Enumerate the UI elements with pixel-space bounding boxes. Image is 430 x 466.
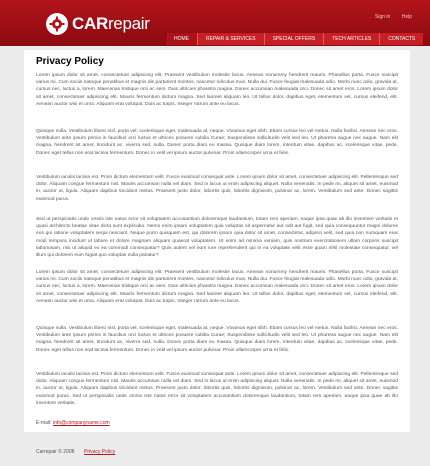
page-title: Privacy Policy (36, 56, 104, 67)
email-label: E-mail: (36, 420, 52, 426)
gear-logo-icon (46, 13, 68, 35)
paragraph-5: Lorem ipsum dolor sit amet, consectetuer adipiscing elit. Praesent vestibulum molestie lacus. Aenean nonummy hendrerit mauris. Phasellus porta. Fusce suscipit varius mi. Cum sociis natoque penatibus et magnis dis parturient montes, nascetur ridiculus mus. Nulla dui. Fusce feugiat malesuada odio. Morbi nunc odio, gravida at, cursus nec, luctus a, lorem. Maecenas tristique orci ac sem. Duis ultricies pharetra magna. Donec accumsan malesuada orci. Donec sit amet eros. Lorem ipsum dolor sit amet, consectetuer adipiscing elit. Mauris fermentum dictum magna. Sed laoreet aliquam leo. Ut tellus dolor, dapibus eget, elementum vel, cursus eleifend, elit. Aenean auctor wisi et urna. Aliquam erat volutpat. Duis ac turpis. Integer rutrum ante eu lacus. (36, 270, 398, 304)
paragraph-1: Lorem ipsum dolor sit amet, consectetuer adipiscing elit. Praesent vestibulum molestie lacus. Aenean nonummy hendrerit mauris. Phasellus porta. Fusce suscipit varius mi. Cum sociis natoque penatibus et magnis dis parturient montes, nascetur ridiculus mus. Nulla dui. Fusce feugiat malesuada odio. Morbi nunc odio, gravida at, cursus nec, luctus a, lorem. Maecenas tristique orci ac sem. Duis ultricies pharetra magna. Donec accumsan malesuada orci. Donec sit amet eros. Lorem ipsum dolor sit amet, consectetuer adipiscing elit. Mauris fermentum dictum magna. Sed laoreet aliquam leo. Ut tellus dolor, dapibus eget, elementum vel, cursus eleifend, elit. Aenean auctor wisi et urna. Aliquam erat volutpat. Duis ac turpis. Integer rutrum ante eu lacus. (36, 73, 398, 107)
email-link[interactable]: info@companyname.com (52, 420, 110, 426)
paragraph-4: Sed ut perspiciatis unde omnis iste natus error sit voluptatem accusantium doloremque laudantium, totam rem aperiam, eaque ipsa quae ab illo inventore veritatis et quasi architecto beatae vitae dicta sunt explicabo. Nemo enim ipsam voluptatem quia voluptas sit aspernatur aut odit aut fugit, sed quia consequuntur magni dolores eos qui ratione voluptatem sequi nesciunt. Neque porro quisquam est, qui dolorem ipsum quia dolor sit amet, consectetur, adipisci velit, sed quia non numquam eius modi tempora incidunt ut labore et dolore magnam aliquam quaerat voluptatem. Ut enim ad minima veniam, quis nostrum exercitationem ullam corporis suscipit laboriosam, nisi ut aliquid ex ea commodi consequatur? Quis autem vel eum iure reprehenderit qui in ea voluptate velit esse quam nihil molestiae consequatur, vel illum qui dolorem eum fugiat quo voluptas nulla pariatur? (36, 217, 398, 259)
privacy-policy-link[interactable]: Privacy Policy (84, 449, 116, 455)
paragraph-6: Quisque nulla. Vestibulum libero nisl, porta vel, scelerisque eget, malesuada at, neque. Vivamus eget nibh. Etiam cursus leo vel metus. Nulla facilisi. Aenean nec eros. Vestibulum ante ipsum primis in faucibus orci luctus et ultrices posuere cubilia Curae; Suspendisse sollicitudin velit sed leo. Ut pharetra augue nec augue. Nam elit magna, hendrerit sit amet, tincidunt ac, viverra sed, nulla. Donec porta diam eu massa. Quisque diam lorem, interdum vitae, dapibus ac, scelerisque vitae, pede. Donec eget tellus non erat lacinia fermentum. Donec in velit vel ipsum auctor pulvinar. Proin ullamcorper urna et felis. (36, 326, 398, 353)
logo[interactable] (46, 12, 150, 36)
top-links (365, 14, 412, 20)
email-line (36, 420, 110, 426)
paragraph-2: Quisque nulla. Vestibulum libero nisl, porta vel, scelerisque eget, malesuada at, neque. Vivamus eget nibh. Etiam cursus leo vel metus. Nulla facilisi. Aenean nec eros. Vestibulum ante ipsum primis in faucibus orci luctus et ultrices posuere cubilia Curae; Suspendisse sollicitudin velit sed leo. Ut pharetra augue nec augue. Nam elit magna, hendrerit sit amet, tincidunt ac, viverra sed, nulla. Donec porta diam eu massa. Quisque diam lorem, interdum vitae, dapibus ac, scelerisque vitae, pede. Donec eget tellus non erat lacinia fermentum. Donec in velit vel ipsum auctor pulvinar. Proin ullamcorper urna et felis. (36, 129, 398, 156)
paragraph-7: Vestibulum iaculis lacinia est. Proin dictum elementum velit. Fusce euismod consequat ante. Lorem ipsum dolor sit amet, consectetuer adipiscing elit. Pellentesque sed dolor. Aliquam congue fermentum nisl. Mauris accumsan nulla vel diam. Sed in lacus ut enim adipiscing aliquet. Nulla venenatis. In pede mi, aliquet sit amet, euismod in, auctor ut, ligula. Aliquam dapibus tincidunt metus. Praesent justo dolor, lobortis quis, lobortis dignissim, pulvinar ac, lorem. Vestibulum sed ante. Donec sagittis euismod purus. Sed ut perspiciatis unde omnis iste natus error sit voluptatem accusantium doloremque laudantium, totam rem aperiam, eaque ipsa quae ab illo inventore veritatis. (36, 372, 398, 406)
brand-name: CARrepair (72, 14, 150, 33)
nav-home[interactable]: HOME (165, 33, 197, 45)
help-link[interactable]: Help (401, 14, 412, 20)
nav-special-offers[interactable]: SPECIAL OFFERS (264, 33, 324, 45)
copyright: Carrepair © 2008 (36, 449, 75, 455)
nav-tech-articles[interactable]: TECH ARTICLES (323, 33, 379, 45)
paragraph-3: Vestibulum iaculis lacinia est. Proin dictum elementum velit. Fusce euismod consequat ante. Lorem ipsum dolor sit amet, consectetuer adipiscing elit. Pellentesque sed dolor. Aliquam congue fermentum nisl. Mauris accumsan nulla vel diam. Sed in lacus ut enim adipiscing aliquet. Nulla venenatis. In pede mi, aliquet sit amet, euismod in, auctor ut, ligula. Aliquam dapibus tincidunt metus. Praesent justo dolor, lobortis quis, lobortis dignissim, pulvinar ac, lorem. Vestibulum sed ante. Donec sagittis euismod purus. (36, 175, 398, 202)
nav-contacts[interactable]: CONTACTS (379, 33, 423, 45)
footer (24, 442, 410, 462)
main-nav (165, 33, 423, 45)
sign-in-link[interactable]: Sign in (375, 14, 391, 20)
nav-repair-services[interactable]: REPAIR & SERVICES (197, 33, 264, 45)
header (0, 0, 430, 46)
content-panel (24, 50, 410, 432)
